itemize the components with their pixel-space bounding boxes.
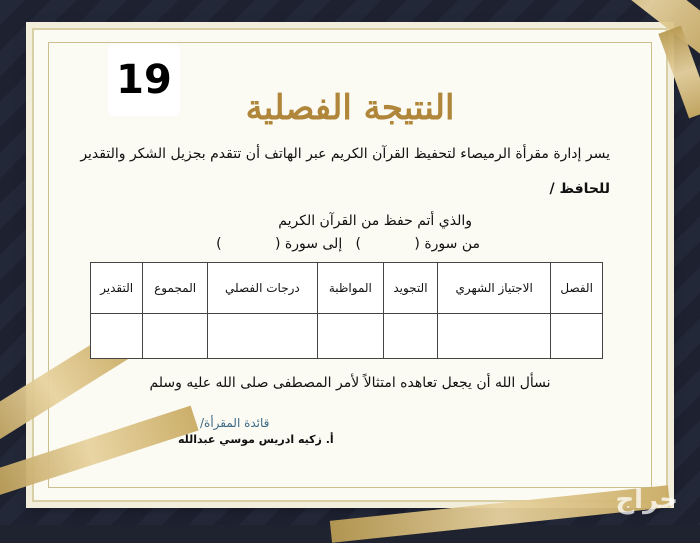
leader-name: أ. زكيه ادريس موسي عبدالله xyxy=(178,433,334,446)
table-cell xyxy=(143,314,208,359)
table-cell xyxy=(91,314,143,359)
intro-text: يسر إدارة مقرأة الرميصاء لتحفيظ القرآن الكريم عبر الهاتف أن تتقدم بجزيل الشكر والتقدير xyxy=(80,146,610,162)
table-cell xyxy=(551,314,603,359)
table-header: المواظبة xyxy=(317,263,383,314)
table-header: المجموع xyxy=(143,263,208,314)
page-title: النتيجة الفصلية xyxy=(245,88,455,128)
leader-title: قائدة المقرأة/ xyxy=(200,416,270,430)
table-cell xyxy=(383,314,437,359)
table-header: درجات الفصلي xyxy=(207,263,317,314)
surah-range-text: من سورة ( ) إلى سورة ( ) xyxy=(216,236,480,252)
student-label: للحافظ / xyxy=(549,181,610,197)
table-header: الاجتياز الشهري xyxy=(437,263,550,314)
table-cell xyxy=(317,314,383,359)
table-header: التقدير xyxy=(91,263,143,314)
table-row xyxy=(91,314,603,359)
table-header-row xyxy=(91,263,603,314)
table-cell xyxy=(437,314,550,359)
number-badge: 19 xyxy=(108,44,180,116)
table-header: التجويد xyxy=(383,263,437,314)
table-header: الفصل xyxy=(551,263,603,314)
table-cell xyxy=(207,314,317,359)
memorized-text: والذي أتم حفظ من القرآن الكريم xyxy=(278,213,472,229)
prayer-text: نسأل الله أن يجعل تعاهده امتثالاً لأمر المصطفى صلى الله عليه وسلم xyxy=(149,375,551,391)
watermark-logo: حراج xyxy=(615,485,678,515)
grades-table xyxy=(90,262,603,359)
